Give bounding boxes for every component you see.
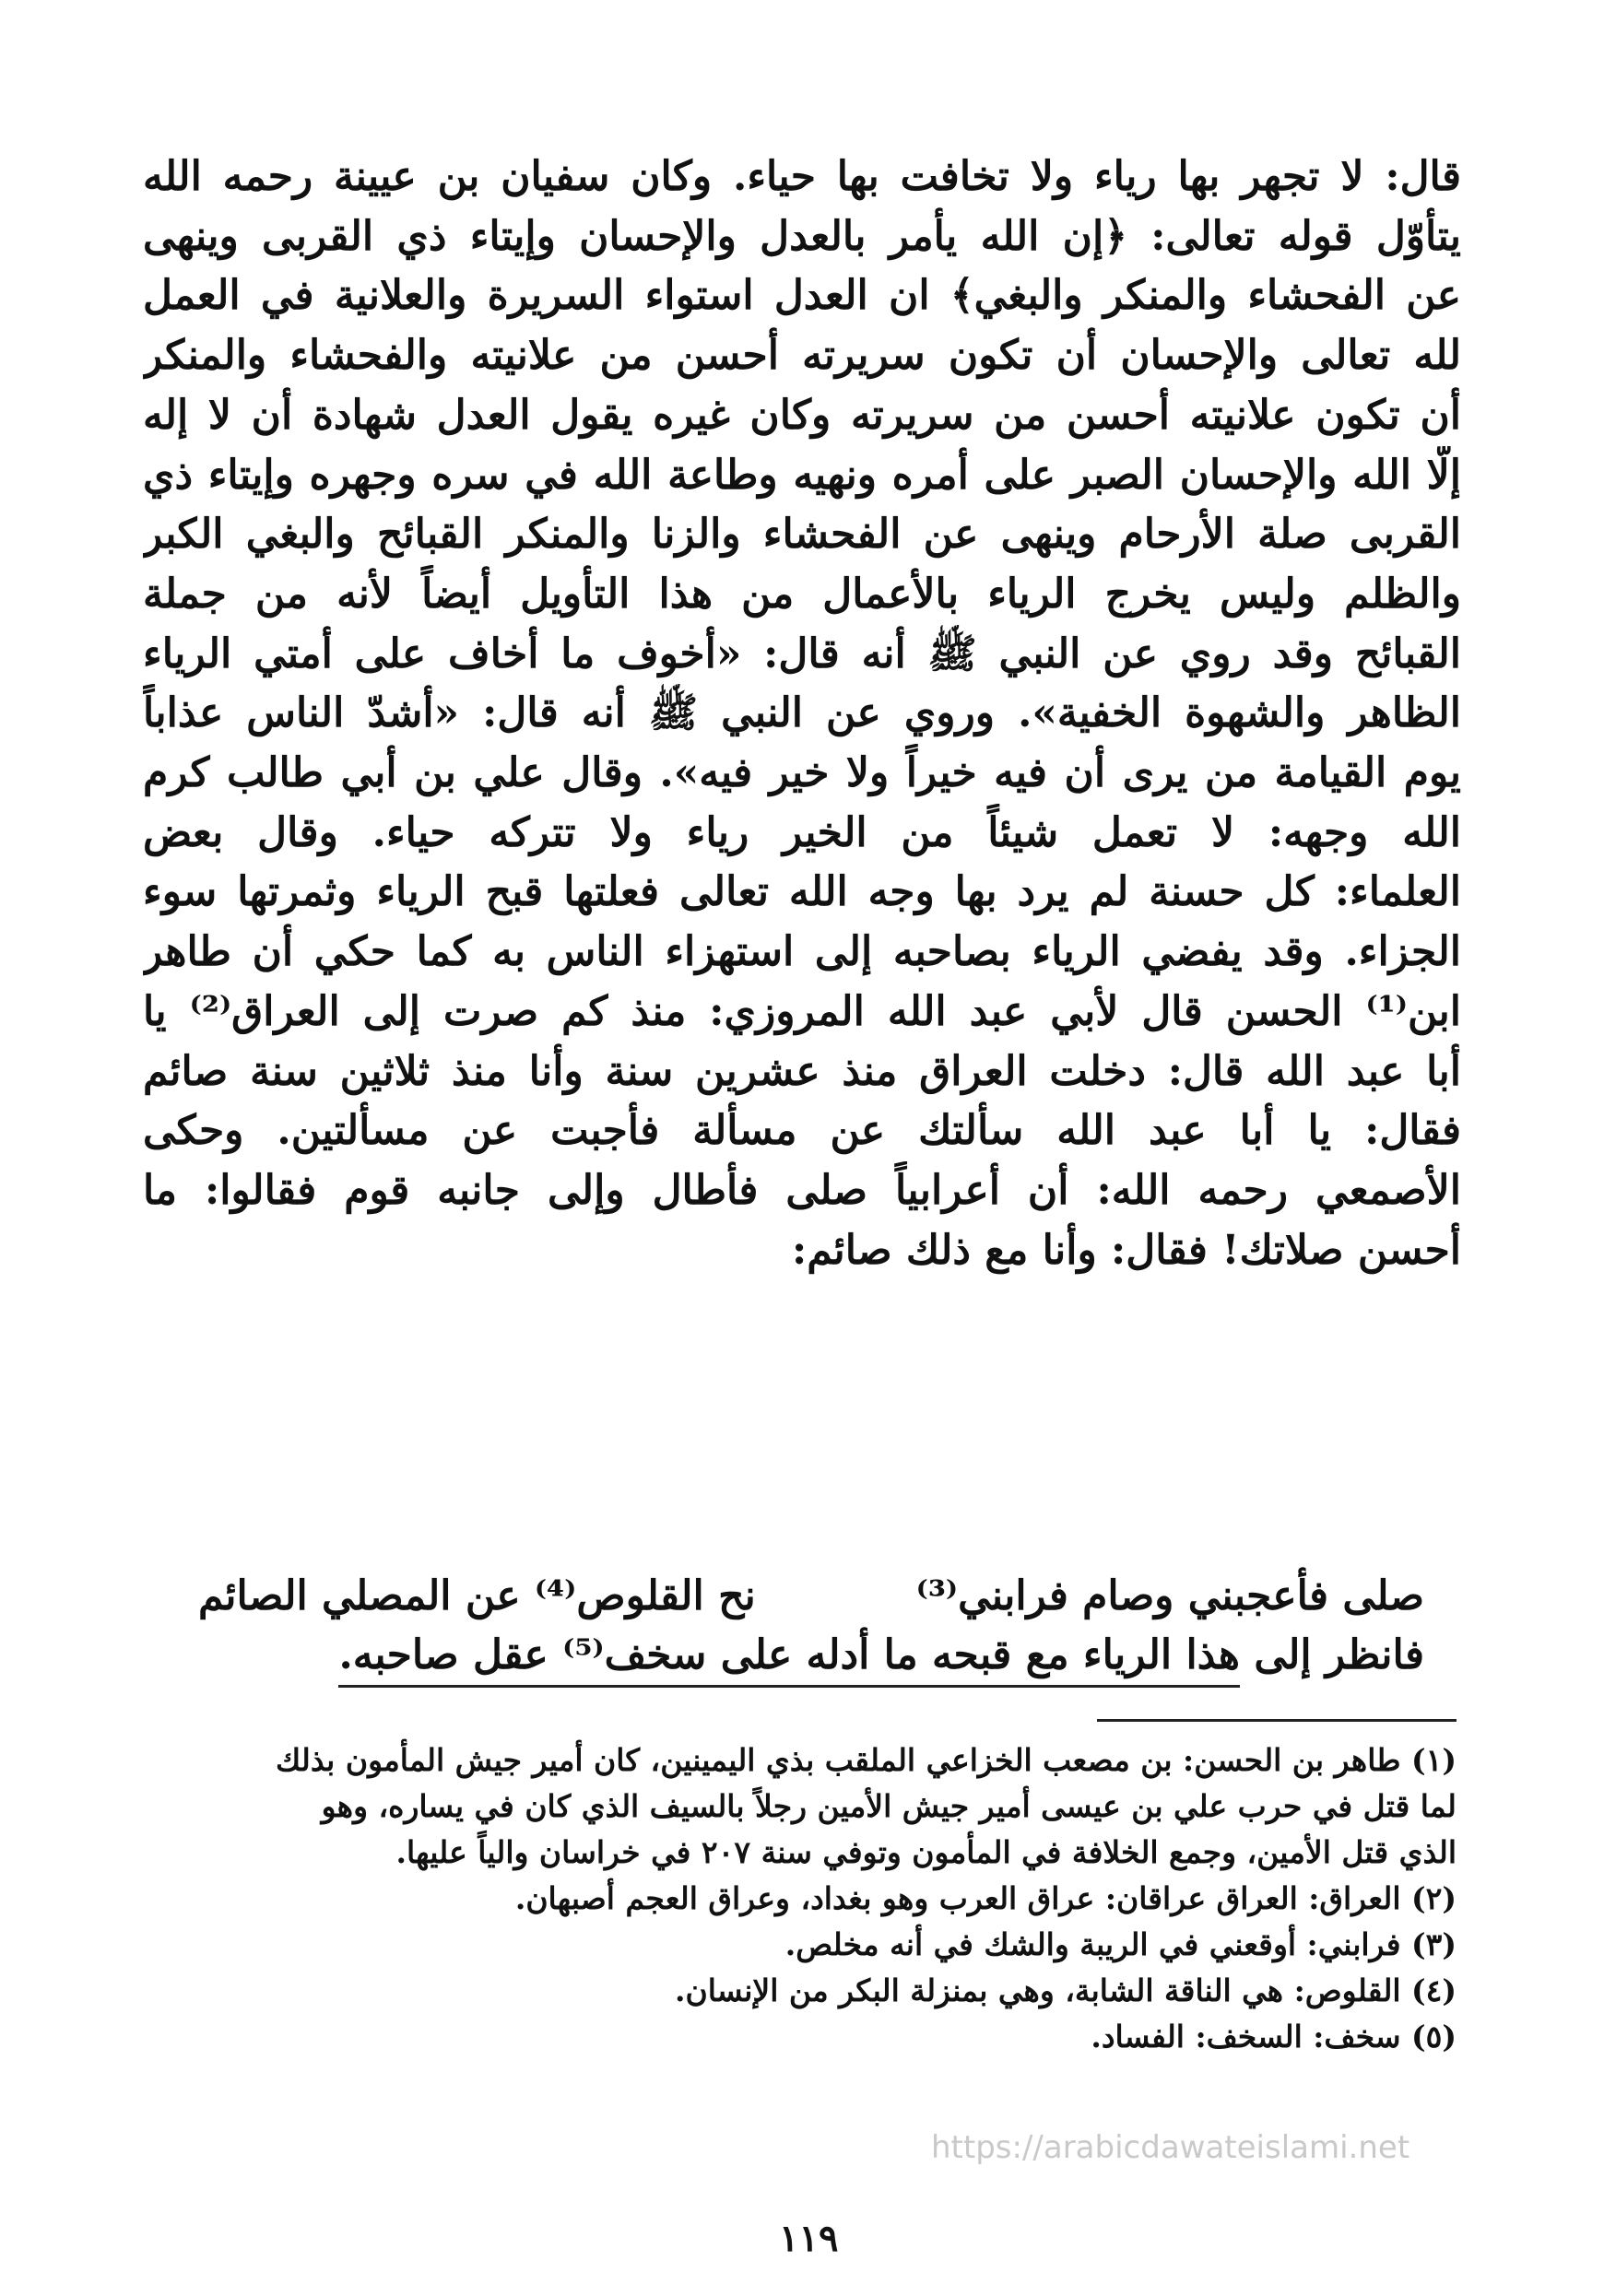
body-line: القبائح وقد روي عن النبي ﷺ أنه قال: «أخوف ما أخاف على أمتي الرياء (143, 630, 1461, 677)
closing-text-start: فانظر إلى (1254, 1631, 1424, 1678)
verse-closing-line (198, 1626, 1424, 1688)
body-line: والظلم وليس يخرج الرياء بالأعمال من هذا التأويل أيضاً لأنه من جملة (143, 570, 1461, 618)
body-text (143, 147, 1461, 1280)
footnote-line: (٥) سخف: السخف: الفساد. (1091, 2019, 1457, 2055)
watermark-url: https://arabicdawateislami.net (931, 2129, 1410, 2166)
body-line: قال: لا تجهر بها رياء ولا تخافت بها حياء. وكان سفيان بن عيينة رحمه الله (143, 153, 1461, 200)
footnote-line: (٤) القلوص: هي الناقة الشابة، وهي بمنزلة البكر من الإنسان. (674, 1972, 1457, 2008)
body-line: الأصمعي رحمه الله: أن أعرابياً صلى فأطال وإلى جانبه قوم فقالوا: ما (143, 1166, 1461, 1214)
verse-line (198, 1567, 1424, 1626)
body-line: يتأوّل قوله تعالى: ﴿إن الله يأمر بالعدل والإحسان وإيتاء ذي القربى وينهى (143, 212, 1461, 260)
body-line: لله تعالى والإحسان أن تكون سريرته أحسن من علانيته والفحشاء والمنكر (143, 332, 1461, 380)
body-line: أبا عبد الله قال: دخلت العراق منذ عشرين سنة وأنا منذ ثلاثين سنة صائم (143, 1047, 1461, 1095)
footnote-line: (١) طاهر بن الحسن: بن مصعب الخزاعي الملقب بذي اليمينين، كان أمير جيش المأمون بذلك (275, 1742, 1457, 1778)
footnote-line: (٢) العراق: العراق عراقان: عراق العرب وهو بغداد، وعراق العجم أصبهان. (514, 1880, 1457, 1916)
footnotes (157, 1737, 1457, 2060)
body-line: إلّا الله والإحسان الصبر على أمره ونهيه وطاعة الله في سره وجهره وإيتاء ذي (143, 451, 1461, 499)
body-line: الظاهر والشهوة الخفية». وروي عن النبي ﷺ أنه قال: «أشدّ الناس عذاباً (143, 689, 1461, 737)
footnote-line: الذي قتل الأمين، وجمع الخلافة في المأمون وتوفي سنة ٢٠٧ في خراسان والياً عليها. (395, 1834, 1457, 1870)
body-line: يوم القيامة من يرى أن فيه خيراً ولا خير فيه». وقال علي بن أبي طالب كرم (143, 749, 1461, 797)
body-line: عن الفحشاء والمنكر والبغي﴾ ان العدل استواء السريرة والعلانية في العمل (143, 272, 1461, 320)
verse-second-hemistich: نح القلوص⁽⁴⁾ عن المصلي الصائم (198, 1572, 756, 1619)
body-line: أن تكون علانيته أحسن من سريرته وكان غيره يقول العدل شهادة أن لا إله (143, 391, 1461, 439)
verse-first-hemistich: صلى فأعجبني وصام فرابني⁽³⁾ (915, 1572, 1424, 1619)
body-line: القربى صلة الأرحام وينهى عن الفحشاء والزنا والمنكر القبائح والبغي الكبر (143, 511, 1461, 559)
body-line: أحسن صلاتك! فقال: وأنا مع ذلك صائم: (792, 1226, 1461, 1274)
footnote-line: لما قتل في حرب علي بن عيسى أمير جيش الأمين رجلاً بالسيف الذي كان في يساره، وهو (321, 1788, 1457, 1824)
closing-text-underlined: هذا الرياء مع قبحه ما أدله على سخف⁽⁵⁾ عقل صاحبه. (338, 1626, 1240, 1688)
footnote-divider (1097, 1719, 1457, 1722)
poetry-verse (198, 1567, 1424, 1688)
footnote-line: (٣) فرابني: أوقعني في الريبة والشك في أنه مخلص. (784, 1926, 1457, 1962)
body-line: ابن⁽¹⁾ الحسن قال لأبي عبد الله المروزي: منذ كم صرت إلى العراق⁽²⁾ يا (143, 987, 1461, 1035)
body-line: الله وجهه: لا تعمل شيئاً من الخير رياء ولا تتركه حياء. وقال بعض (143, 808, 1461, 856)
body-line: فقال: يا أبا عبد الله سألتك عن مسألة فأجبت عن مسألتين. وحكى (143, 1107, 1461, 1155)
body-line: العلماء: كل حسنة لم يرد بها وجه الله تعالى فعلتها قبح الرياء وثمرتها سوء (143, 868, 1461, 916)
page-number: ١١٩ (779, 2217, 839, 2260)
body-line: الجزاء. وقد يفضي الرياء بصاحبه إلى استهزاء الناس به كما حكي أن طاهر (143, 928, 1461, 976)
